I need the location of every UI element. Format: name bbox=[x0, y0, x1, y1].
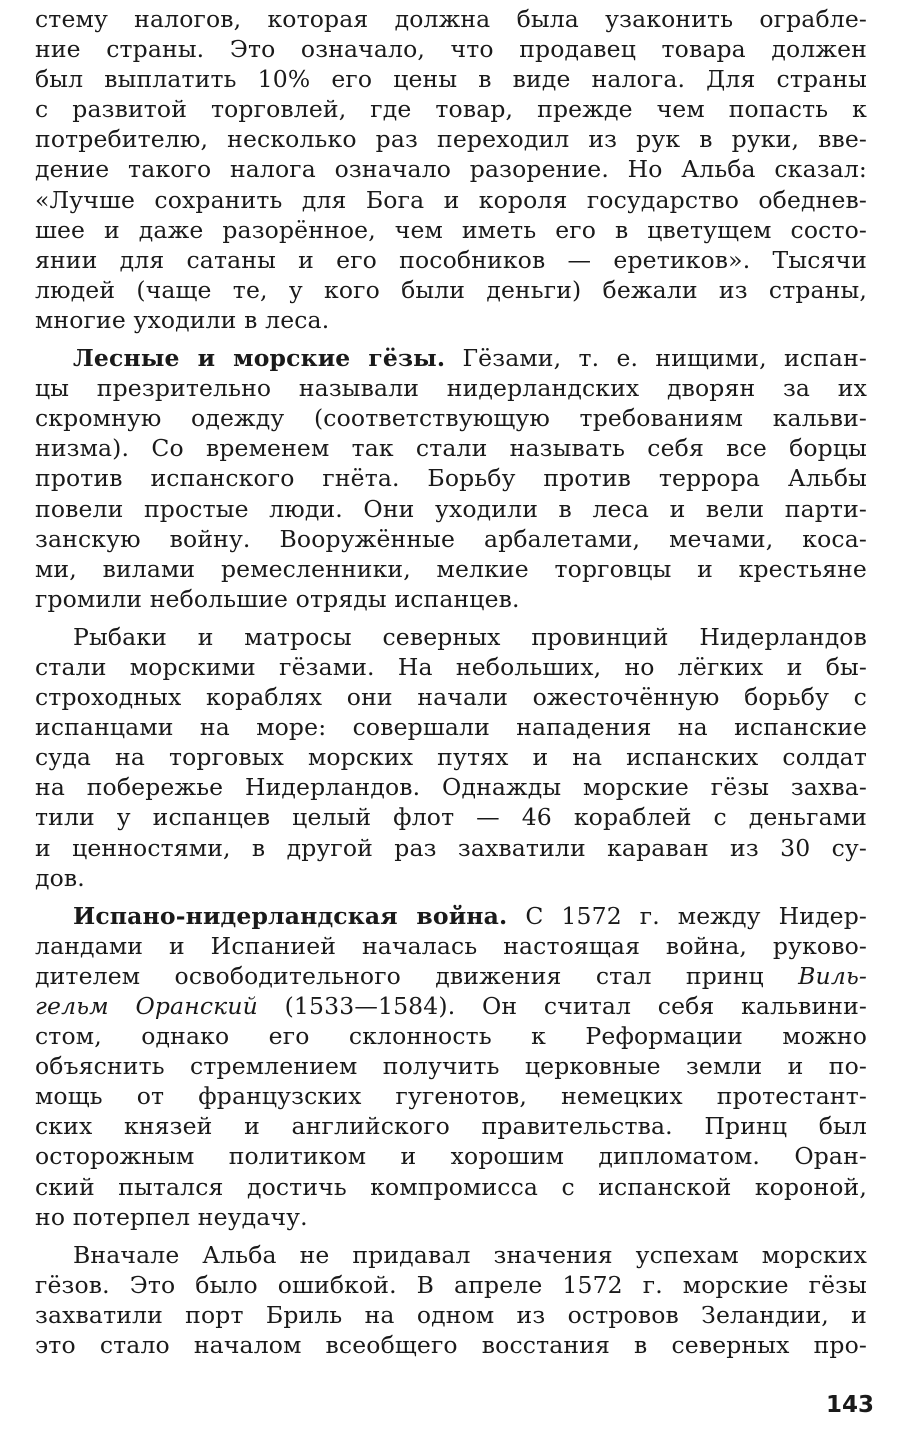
text-line: ландами и Испанией началась настоящая война, руково- bbox=[35, 931, 867, 960]
page-body bbox=[35, 4, 867, 1360]
paragraph-alba-mistake bbox=[35, 1240, 867, 1360]
section-heading: Испано-нидерландская война. bbox=[73, 901, 508, 930]
paragraph-fishermen bbox=[35, 622, 867, 893]
text-line: дов. bbox=[35, 863, 85, 892]
text-line: был выплатить 10% его цены в виде налога. Для страны bbox=[35, 65, 867, 94]
text-line: осторожным политиком и хорошим дипломатом. Оран- bbox=[35, 1142, 867, 1171]
text-line: мощь от французских гугенотов, немецких протестант- bbox=[35, 1082, 867, 1111]
text-line: строходных кораблях они начали ожесточённую борьбу с bbox=[35, 683, 867, 712]
text-line: Вначале Альба не придавал значения успехам морских bbox=[73, 1240, 867, 1269]
text-fragment: (1533—1584). Он считал себя кальвини- bbox=[257, 992, 868, 1020]
text-line: испанцами на море: совершали нападения на испанские bbox=[35, 713, 867, 742]
text-line: громили небольшие отряды испанцев. bbox=[35, 584, 520, 613]
text-line bbox=[35, 343, 867, 373]
section-heading: Лесные и морские гёзы. bbox=[73, 344, 446, 373]
text-line: с развитой торговлей, где товар, прежде чем попасть к bbox=[35, 95, 867, 124]
text-line: ский пытался достичь компромисса с испанской короной, bbox=[35, 1172, 867, 1201]
text-line: это стало началом всеобщего восстания в северных про- bbox=[35, 1331, 867, 1360]
text-line: стали морскими гёзами. На небольших, но лёгких и бы- bbox=[35, 652, 867, 681]
paragraph-forest-sea-gueux bbox=[35, 343, 867, 614]
text-line bbox=[35, 901, 867, 931]
text-line: против испанского гнёта. Борьбу против террора Альбы bbox=[35, 464, 867, 493]
text-line: занскую войну. Вооружённые арбалетами, мечами, коса- bbox=[35, 524, 867, 553]
text-line: суда на торговых морских путях и на испанских солдат bbox=[35, 743, 867, 772]
text-line: ских князей и английского правительства. Принц был bbox=[35, 1112, 867, 1141]
text-line: людей (чаще те, у кого были деньги) бежали из страны, bbox=[35, 275, 867, 304]
text-line: скромную одежду (соответствующую требованиям кальви- bbox=[35, 404, 867, 433]
text-line: дение такого налога означало разорение. Но Альба сказал: bbox=[35, 155, 867, 184]
text-line: Рыбаки и матросы северных провинций Нидерландов bbox=[73, 622, 867, 651]
text-line: ми, вилами ремесленники, мелкие торговцы и крестьяне bbox=[35, 554, 867, 583]
text-line: цы презрительно называли нидерландских дворян за их bbox=[35, 374, 867, 403]
text-line: многие уходили в леса. bbox=[35, 305, 330, 334]
text-line: «Лучше сохранить для Бога и короля государство обеднев- bbox=[35, 185, 867, 214]
person-name: гельм Оранский bbox=[35, 992, 258, 1020]
text-fragment: дителем освободительного движения стал принц bbox=[35, 961, 799, 990]
text-line bbox=[35, 991, 867, 1021]
text-line: на побережье Нидерландов. Однажды морские гёзы захва- bbox=[35, 773, 867, 802]
paragraph-intro bbox=[35, 4, 867, 335]
text-fragment: Гёзами, т. е. нищими, испан- bbox=[445, 344, 867, 373]
text-line: шее и даже разорённое, чем иметь его в цветущем состо- bbox=[35, 215, 867, 244]
text-line: низма). Со временем так стали называть себя все борцы bbox=[35, 434, 867, 463]
text-line: и ценностями, в другой раз захватили караван из 30 су- bbox=[35, 833, 867, 862]
text-line: гёзов. Это было ошибкой. В апреле 1572 г. морские гёзы bbox=[35, 1270, 867, 1299]
text-line: тили у испанцев целый флот — 46 кораблей с деньгами bbox=[35, 803, 867, 832]
text-line: повели простые люди. Они уходили в леса и вели парти- bbox=[35, 494, 867, 523]
text-fragment: С 1572 г. между Нидер- bbox=[507, 901, 867, 930]
text-line: объяснить стремлением получить церковные земли и по- bbox=[35, 1052, 867, 1081]
text-line: захватили порт Бриль на одном из островов Зеландии, и bbox=[35, 1300, 867, 1329]
text-line: стом, однако его склонность к Реформации можно bbox=[35, 1022, 867, 1051]
person-name: Виль- bbox=[798, 961, 867, 990]
text-line: потребителю, несколько раз переходил из рук в руки, вве- bbox=[35, 125, 867, 154]
text-line: но потерпел неудачу. bbox=[35, 1202, 308, 1231]
text-line: янии для сатаны и его пособников — еретиков». Тысячи bbox=[35, 245, 867, 274]
page-number: 143 bbox=[826, 1392, 875, 1418]
text-line: стему налогов, которая должна была узаконить ограбле- bbox=[35, 5, 867, 33]
text-line: ние страны. Это означало, что продавец товара должен bbox=[35, 35, 867, 64]
paragraph-spanish-dutch-war bbox=[35, 901, 867, 1232]
text-line bbox=[35, 961, 867, 991]
